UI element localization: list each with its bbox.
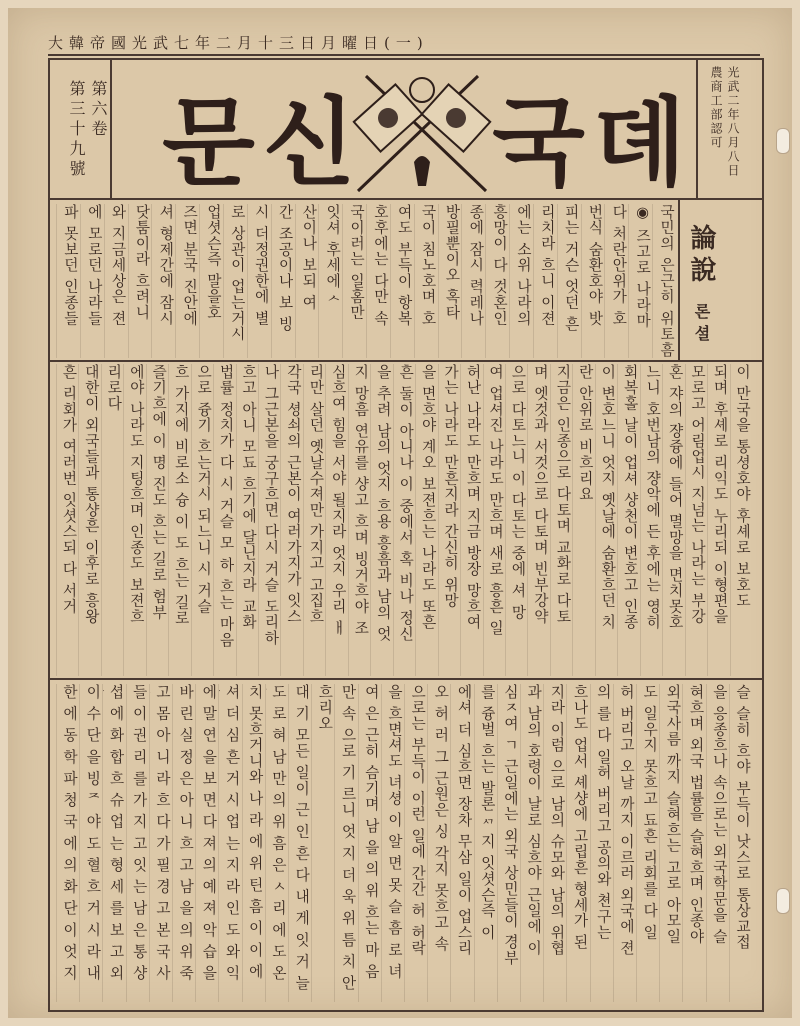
text-column: 치 못흐거니와 나 라 에 위 틴 흠 이 이 에 [242,684,265,1002]
text-column: 흥망이 다 것혼인 [485,204,509,358]
text-column: 여 업셔진 나라도 만흐며 새로 흥흔 일 [483,364,505,676]
text-column: 국이 침노호며 호 [414,204,438,358]
crossed-flags-emblem-icon [348,66,496,196]
text-column: 리로다 [101,364,123,676]
masthead-char-2: 국 [492,85,585,199]
text-column: 을 면흐야 계오 보젼흐는 나라도 또흔 [415,364,437,676]
text-column: 도 로 혀 남 만 의 위 흠 은 ㅅ 리 에 도 온 당 [265,684,288,1002]
text-column: 으로 즁기 흐는거시 되느니 시 거슬 [191,364,213,676]
text-column: 흐나도 업서 셰샹에 고립흔 형세가 된 [566,684,589,1002]
masthead-char-3: 신 [263,85,356,199]
text-column: 란 안위로 비흐리요 [572,364,594,676]
issue-number: 第三十九號 [67,80,86,180]
text-column: 잇셔 후세에 ᄉ [318,204,342,358]
text-column: 에 모로던 나라들 [80,204,104,358]
text-column: 되며 후셰로 리익도 누리되 이형편을 [707,364,729,676]
text-column: 을 추려 남의 엇지 흐용 흥흠과 남의 엇 [370,364,392,676]
text-column: 를 즁벌 흐는 발론 ᄭ지 잇셧슨즉 이 [474,684,497,1002]
newspaper-page [8,8,792,1018]
text-column: 바 린 실 정 은 아 니 흐 고 남 을 의 위 죽 이 [172,684,195,1002]
text-column: 흐고 아니 모됴 흐기에 달닌지라 교화 [236,364,258,676]
text-column: 흐리오 [311,684,334,1002]
editorial-top-band [56,204,676,358]
text-column: 슬 슬히 흐야 부득이 낫스로 통상교접 [729,684,752,1002]
text-column: 리치라 흐니 이젼 [533,204,557,358]
text-column: 각국 셩쇠의 근본이 여러가지가 잇스 [280,364,302,676]
binding-hole [776,128,790,154]
text-column: 오 허 러 그 근원은 싱 각지 못흐고 속 [427,684,450,1002]
text-column: 한 에 동 학 파 청 국 에 의 화 단 이 엇 지 [56,684,79,1002]
text-column: 심ㅈ여 ㄱ 근일에는 외국 상민들이 경부 [497,684,520,1002]
text-column: 번식 숨환호야 밧 [581,204,605,358]
left-meta-divider [110,58,112,198]
text-column: 심흐여 힘을 서야 될지라 엇지 우리 ㅐ [325,364,347,676]
text-column: 과 남의 호령이 날로 심흐야 근일에 이 [520,684,543,1002]
text-column: 여 은 근히 슴기며 남 을 의 위 흐는 마 음 [358,684,381,1002]
text-column: 나 그근본을 궁구흐면 다시 거슬 도리하 [258,364,280,676]
text-column: 으로 다토느니 이 다토는 중에 셔 망 [505,364,527,676]
text-column: 지금은 인종으로 다토며 교화로 다토 [550,364,572,676]
text-column: 모로고 어림업시 지넘는 나라는 부강 [685,364,707,676]
masthead-char-1: 뎨 [593,85,686,199]
text-column: 이 변호느니 엇지 옛날에 숨환흐던 치 [595,364,617,676]
text-column: 다 처란안위가 호 [604,204,628,358]
text-column: 지 망흠 연유를 샹고 흐며 빙거흐야 조 [348,364,370,676]
section-title-reading: 론셜 [692,303,711,348]
text-column: 들 이 권 리 를 가 지 고 잇 는 남 은 통 샹 교 [126,684,149,1002]
section-title-divider [678,200,680,362]
text-column: 셔 더 심 흔 거 시 업 는 지 라 인 도 와 익 급 [218,684,241,1002]
text-column: 혀흐며 외국 법률을 슬혀흐며 인종야 [682,684,705,1002]
text-column: 대한이 외국들과 통샹흔 이후로 흥왕 [78,364,100,676]
text-column: 파 못보던 인종들 [56,204,80,358]
text-column: ◉ 즈고로 나라마 [628,204,652,358]
text-column: 이 수 단 을 빙 ᄌ 야 도 혈 흐 거 시 라 내 [79,684,102,1002]
text-column: 에야 나라도 지팅흐며 인종도 보젼흐 [123,364,145,676]
text-column: 흔 둘이 아니나 이 중에서 혹 비나 정신 [393,364,415,676]
text-column: 종에 잠시 력레나 [461,204,485,358]
text-column: 리만 살던 옛날수져만 가지고 고집흐 [303,364,325,676]
publication-date: 大韓帝國光武七年二月十三日月曜日(一) [48,33,429,52]
binding-hole [776,888,790,914]
text-column: 혼 쟈의 쟝즁에 들어 멸망을 면치못호 [662,364,684,676]
text-column: 에셔 더 심흐면 장차 무삼 일이 업스리 [450,684,473,1002]
text-column: 셥 에 화 합 흐 슈 업 는 형 세 를 보 고 외 국 [102,684,125,1002]
approval-note: 光武二年八月八日 農商工部認可 [709,66,740,178]
text-column: 로 상관이 업는거시 [223,204,247,358]
editorial-bottom-band [56,684,752,1002]
text-column: 며 엣것과 서것으로 다토며 빈부강약 [527,364,549,676]
text-column: 지라 이럼 으로 남의 슈모와 남의 위협 [543,684,566,1002]
text-column: 피는 거슨 엇던 흔 [557,204,581,358]
editorial-middle-band [56,364,752,676]
text-column: 으로는 부득이 이런 일에 간간 허 허락 [404,684,427,1002]
text-column: 느니 호번남의 쟝악에 든 후에는 영히 [640,364,662,676]
volume-number: 第六卷 [89,80,108,140]
dateline [48,30,760,56]
text-column: 닷툼이라 흐려니 [128,204,152,358]
text-column: 국이러는 일홈만 [342,204,366,358]
section-title-editorial [684,224,720,347]
text-column: 와 지금세상은 젼 [104,204,128,358]
text-column: 업셧슨즉 말을호 [199,204,223,358]
text-column: 즐기흐에 이 명 진도 흐는 길로 험부 [146,364,168,676]
text-column: 의 를 다 일허 버리고 공의와 쳔구는 [590,684,613,1002]
text-column: 에는 소위 나라의 [509,204,533,358]
text-column: 간 조공이나 보 빙 [271,204,295,358]
text-column: 만 속 으로 기 르니 엇 지 더 욱 위 틈 치 안 [334,684,357,1002]
text-column: 을 흐면셔도 녀셩 이 알 면 못 슬 흠 로 녀 [381,684,404,1002]
text-column: 법률 정치가 다 시 거슬 모 하 흐는 마음 [213,364,235,676]
text-column: 허 버리고 오날 까지 이르러 외국에 젼 [613,684,636,1002]
text-column: 여도 부득이 항복 [390,204,414,358]
text-column: 외국사름 까지 슬혀흐는 고로 아모일 [659,684,682,1002]
text-column: 도 일우지 못흐고 됴흔 리회를 다 일 [636,684,659,1002]
text-column: 셔 형제간에 잠시 [151,204,175,358]
text-column: 흔 리회가 여러번 잇셧스되 다 서거 [56,364,78,676]
band-rule-2 [48,678,762,680]
text-column: 즈면 분국 진안에 [175,204,199,358]
text-column: 시 더정권한에 별 [247,204,271,358]
text-column: 흐 가지에 비로소 슝 이 도 흐는 길로 [168,364,190,676]
text-column: 이 만국을 통셩호야 후셰로 보호도 [730,364,752,676]
text-column: 을 응종흐나 속으로는 외국학문을 슬 [706,684,729,1002]
text-column: 회복홀 날이 업셔 샹천이 변호고 인종 [617,364,639,676]
section-title-hanja: 論說 [686,224,716,288]
text-column: 고 몸 아 니 라 흐 다 가 필 경 고 본 국 사 름 [149,684,172,1002]
text-column: 방필뿐이오 혹타 [438,204,462,358]
text-column: 호후에는 다만 속 [366,204,390,358]
text-column: 에 말 연 을 보 면 다 져 의 예 져 악 습 을 [195,684,218,1002]
text-column: 산이나 보되 여 [295,204,319,358]
right-meta-divider [696,58,698,198]
masthead-char-4: 문 [162,85,255,199]
text-column: 대 기 모든 일이 근 인 흔 다 내 게 잇 거 늘 [288,684,311,1002]
text-column: 국민의 은근히 위토흠 [652,204,676,358]
text-column: 허난 나라도 만흐며 지금 방장 망흐여 [460,364,482,676]
band-rule-1 [48,360,762,362]
text-column: 가는 나라도 만흔지라 간신히 위망 [438,364,460,676]
